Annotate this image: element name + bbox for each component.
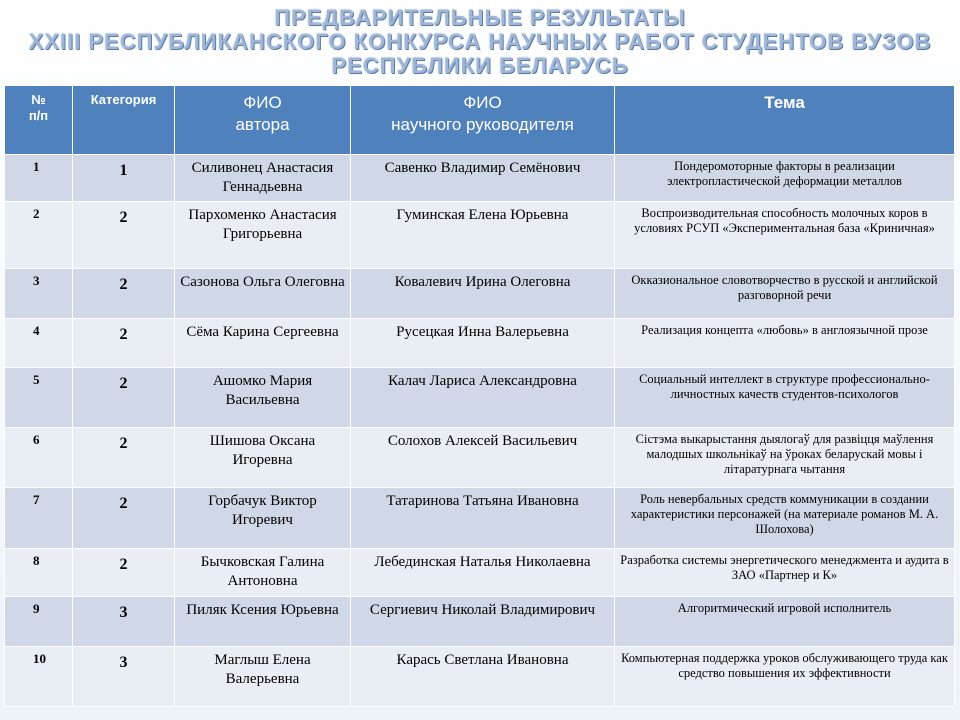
row-author: Сазонова Ольга Олеговна bbox=[175, 269, 351, 319]
row-author: Маглыш Елена Валерьевна bbox=[175, 647, 351, 707]
row-supervisor: Русецкая Инна Валерьевна bbox=[351, 319, 615, 368]
row-category: 2 bbox=[73, 428, 175, 488]
row-number: 3 bbox=[5, 269, 73, 319]
row-topic: Алгоритмический игровой исполнитель bbox=[615, 597, 955, 647]
row-author: Шишова Оксана Игоревна bbox=[175, 428, 351, 488]
header-number-line-2: п/п bbox=[28, 108, 49, 123]
table-row bbox=[5, 549, 955, 597]
row-supervisor: Савенко Владимир Семёнович bbox=[351, 155, 615, 202]
table-row bbox=[5, 202, 955, 269]
row-supervisor: Ковалевич Ирина Олеговна bbox=[351, 269, 615, 319]
row-topic: Разработка системы энергетического менеджмента и аудита в ЗАО «Партнер и К» bbox=[615, 549, 955, 597]
results-table bbox=[4, 85, 955, 707]
row-category: 3 bbox=[73, 647, 175, 707]
row-author: Горбачук Виктор Игоревич bbox=[175, 488, 351, 549]
table-row bbox=[5, 368, 955, 428]
row-number: 10 bbox=[5, 647, 73, 707]
header-supervisor-line-2: научного руководителя bbox=[391, 115, 574, 134]
table-row bbox=[5, 647, 955, 707]
row-number: 6 bbox=[5, 428, 73, 488]
row-author: Пиляк Ксения Юрьевна bbox=[175, 597, 351, 647]
table-row bbox=[5, 155, 955, 202]
row-number: 9 bbox=[5, 597, 73, 647]
title-line-3: РЕСПУБЛИКИ БЕЛАРУСЬ bbox=[331, 53, 629, 78]
row-category: 2 bbox=[73, 549, 175, 597]
page-title bbox=[0, 6, 960, 78]
header-author-line-2: автора bbox=[235, 115, 290, 134]
table-row bbox=[5, 269, 955, 319]
row-supervisor: Карась Светлана Ивановна bbox=[351, 647, 615, 707]
row-category: 3 bbox=[73, 597, 175, 647]
table-row bbox=[5, 488, 955, 549]
header-category bbox=[73, 86, 175, 155]
row-number: 1 bbox=[5, 155, 73, 202]
row-author: Пархоменко Анастасия Григорьевна bbox=[175, 202, 351, 269]
row-topic: Пондеромоторные факторы в реализации электропластической деформации металлов bbox=[615, 155, 955, 202]
row-supervisor: Татаринова Татьяна Ивановна bbox=[351, 488, 615, 549]
row-number: 5 bbox=[5, 368, 73, 428]
row-category: 2 bbox=[73, 319, 175, 368]
header-category-label: Категория bbox=[90, 92, 157, 107]
row-category: 2 bbox=[73, 202, 175, 269]
row-supervisor: Сергиевич Николай Владимирович bbox=[351, 597, 615, 647]
header-author bbox=[175, 86, 351, 155]
header-supervisor bbox=[351, 86, 615, 155]
title-line-1: ПРЕДВАРИТЕЛЬНЫЕ РЕЗУЛЬТАТЫ bbox=[274, 5, 686, 30]
row-author: Сёма Карина Сергеевна bbox=[175, 319, 351, 368]
row-category: 2 bbox=[73, 488, 175, 549]
row-number: 2 bbox=[5, 202, 73, 269]
row-author: Бычковская Галина Антоновна bbox=[175, 549, 351, 597]
row-category: 2 bbox=[73, 368, 175, 428]
header-author-line-1: ФИО bbox=[243, 93, 282, 112]
row-topic: Сістэма выкарыстання дыялогаў для развіцця маўлення малодшых школьнікаў на ўроках беларускай мовы і літаратурнага чытання bbox=[615, 428, 955, 488]
row-supervisor: Солохов Алексей Васильевич bbox=[351, 428, 615, 488]
row-author: Силивонец Анастасия Геннадьевна bbox=[175, 155, 351, 202]
header-topic bbox=[615, 86, 955, 155]
row-number: 4 bbox=[5, 319, 73, 368]
row-topic: Роль невербальных средств коммуникации в создании характеристики персонажей (на материале романов М. А. Шолохова) bbox=[615, 488, 955, 549]
row-supervisor: Гуминская Елена Юрьевна bbox=[351, 202, 615, 269]
header-supervisor-line-1: ФИО bbox=[463, 93, 502, 112]
row-topic: Социальный интеллект в структуре профессионально-личностных качеств студентов-психологов bbox=[615, 368, 955, 428]
table-header-row bbox=[5, 86, 955, 155]
row-topic: Компьютерная поддержка уроков обслуживающего труда как средство повышения их эффективности bbox=[615, 647, 955, 707]
table-row bbox=[5, 428, 955, 488]
title-line-2: XXIII РЕСПУБЛИКАНСКОГО КОНКУРСА НАУЧНЫХ РАБОТ СТУДЕНТОВ ВУЗОВ bbox=[28, 29, 932, 54]
row-topic: Воспроизводительная способность молочных коров в условиях РСУП «Экспериментальная база «Криничная» bbox=[615, 202, 955, 269]
row-number: 7 bbox=[5, 488, 73, 549]
row-author: Ашомко Мария Васильевна bbox=[175, 368, 351, 428]
row-number: 8 bbox=[5, 549, 73, 597]
header-number bbox=[5, 86, 73, 155]
header-number-line-1: № bbox=[31, 92, 46, 107]
header-topic-label: Тема bbox=[764, 93, 805, 112]
row-topic: Реализация концепта «любовь» в англоязычной прозе bbox=[615, 319, 955, 368]
table-row bbox=[5, 597, 955, 647]
row-supervisor: Калач Лариса Александровна bbox=[351, 368, 615, 428]
row-supervisor: Лебединская Наталья Николаевна bbox=[351, 549, 615, 597]
row-category: 2 bbox=[73, 269, 175, 319]
row-topic: Окказиональное словотворчество в русской и английской разговорной речи bbox=[615, 269, 955, 319]
row-category: 1 bbox=[73, 155, 175, 202]
table-row bbox=[5, 319, 955, 368]
